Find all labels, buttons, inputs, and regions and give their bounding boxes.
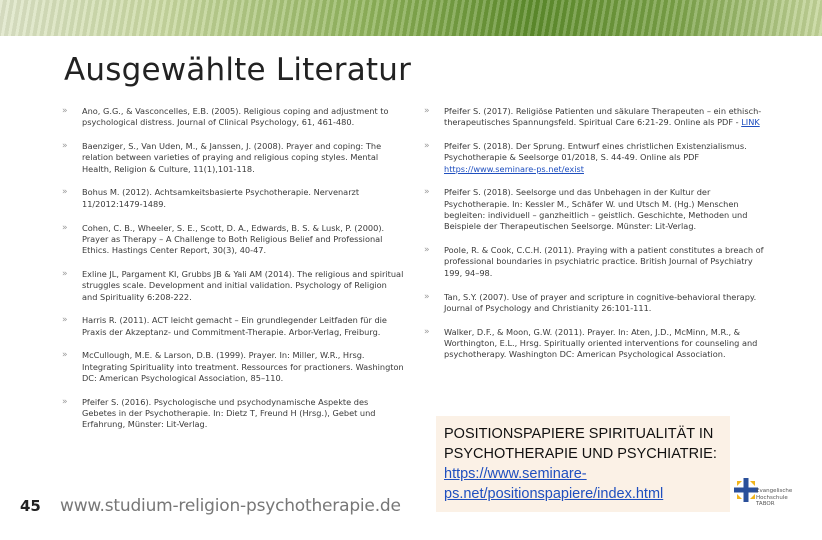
bullet-icon: » — [424, 141, 430, 152]
reference-item — [62, 141, 404, 175]
reference-text: Ano, G.G., & Vasconcelles, E.B. (2005). Religious coping and adjustment to psychological distress. Journal of Clinical Psychology, 61, 461-480. — [82, 106, 389, 128]
reference-item — [62, 187, 404, 210]
reference-text: Harris R. (2011). ACT leicht gemacht – Ein grundlegender Leitfaden für die Praxis der Akzeptanz- und Commitment-Therapie. Arbor-Verlag, Freiburg. — [82, 315, 387, 337]
reference-item — [424, 141, 764, 175]
bullet-icon: » — [62, 396, 68, 407]
website-url[interactable]: www.studium-religion-psychotherapie.de — [60, 496, 401, 516]
bullet-icon: » — [62, 315, 68, 326]
bullet-icon: » — [424, 291, 430, 302]
position-papers-text — [444, 424, 726, 504]
header-banner-image — [0, 0, 822, 36]
reference-text: Bohus M. (2012). Achtsamkeitsbasierte Psychotherapie. Nervenarzt 11/2012:1479-1489. — [82, 187, 360, 209]
reference-text: Poole, R. & Cook, C.C.H. (2011). Praying with a patient constitutes a breach of professional boundaries in psychiatric practice. British Journal of Psychiatry 199, 94–98. — [444, 245, 764, 278]
reference-text: Baenziger, S., Van Uden, M., & Janssen, J. (2008). Prayer and coping: The relation between varieties of praying and religious coping styles. Mental Health, Religion & Culture, 11(1),101-118. — [82, 141, 382, 174]
reference-text: Pfeifer S. (2018). Seelsorge und das Unbehagen in der Kultur der Psychotherapie. In: Kessler M., Schäfer W. und Utsch M. (Hg.) Menschen begleiten: individuell – ganzheitlich – geistlich. Geschichte, Methoden und Beispiele der Therapeutischen Seelsorge. Münster: Lit-Verlag. — [444, 187, 748, 232]
reference-item — [62, 106, 404, 129]
reference-text: Cohen, C. B., Wheeler, S. E., Scott, D. A., Edwards, B. S. & Lusk, P. (2000). Prayer as Therapy – A Challenge to Both Religious Belief and Professional Ethics. Hastings Center Report, 30(3), 40-47. — [82, 222, 385, 256]
reference-item — [62, 397, 404, 431]
reference-text: Pfeifer S. (2017). Religiöse Patienten und säkulare Therapeuten – ein ethisch-therapeutisches Spannungsfeld. Spiritual Care 6:21-29. Online als PDF - — [444, 106, 762, 128]
position-papers-link[interactable]: https://www.seminare-ps.net/positionspapiere/index.html — [444, 466, 664, 502]
reference-text: Exline JL, Pargament KI, Grubbs JB & Yali AM (2014). The religious and spiritual struggles scale. Development and initial validation. Psychology of Religion and Spirituality 6:208-222. — [82, 268, 404, 302]
reference-item — [424, 292, 764, 315]
bullet-icon: » — [424, 106, 430, 116]
bullet-icon: » — [62, 222, 68, 233]
bullet-icon: » — [62, 350, 68, 361]
reference-item — [62, 223, 404, 257]
reference-link[interactable]: https://www.seminare-ps.net/exist — [444, 163, 584, 174]
reference-item — [62, 315, 404, 338]
position-papers-label: POSITIONSPAPIERE SPIRITUALITÄT IN PSYCHOTHERAPIE UND PSYCHIATRIE: — [444, 426, 717, 462]
reference-item — [424, 106, 764, 129]
bullet-icon: » — [62, 141, 68, 152]
reference-item — [62, 269, 404, 303]
position-papers-box — [436, 416, 730, 512]
bullet-icon: » — [424, 326, 430, 337]
bullet-icon: » — [62, 268, 68, 279]
reference-text: Pfeifer S. (2016). Psychologische und psychodynamische Aspekte des Gebetes in der Psychotherapie. In: Dietz T, Freund H (Hrsg.), Gebet und Erfahrung, Münster: Lit-Verlag. — [82, 396, 376, 430]
references-left-column — [62, 106, 404, 443]
bullet-icon: » — [62, 106, 68, 116]
reference-text: Pfeifer S. (2018). Der Sprung. Entwurf eines christlichen Existenzialismus. Psychotherapie & Seelsorge 01/2018, S. 44-49. Online als PDF — [444, 141, 747, 163]
reference-text: Tan, S.Y. (2007). Use of prayer and scripture in cognitive-behavioral therapy. Journal of Psychology and Christianity 26:101-111. — [444, 291, 757, 313]
page-title: Ausgewählte Literatur — [64, 52, 412, 88]
reference-item — [424, 245, 764, 279]
reference-text: McCullough, M.E. & Larson, D.B. (1999). Prayer. In: Miller, W.R., Hrsg. Integrating Spirituality into treatment. Ressources for practioners. Washington DC: American Psychological Association, 85–110. — [82, 350, 404, 384]
bullet-icon: » — [62, 187, 68, 198]
reference-link[interactable]: LINK — [741, 117, 760, 128]
slide-number: 45 — [20, 497, 41, 515]
bullet-icon: » — [424, 245, 430, 256]
reference-item — [62, 350, 404, 384]
bullet-icon: » — [424, 187, 430, 198]
logo-label: Evangelische Hochschule TABOR — [756, 488, 793, 507]
reference-item — [424, 327, 764, 361]
reference-item — [424, 187, 764, 232]
reference-text: Walker, D.F., & Moon, G.W. (2011). Prayer. In: Aten, J.D., McMinn, M.R., & Worthington, E.L., Hrsg. Spiritually oriented interventions for counseling and psychotherapy. Washington DC: American Psychological Association. — [444, 326, 758, 360]
references-right-column — [424, 106, 764, 373]
